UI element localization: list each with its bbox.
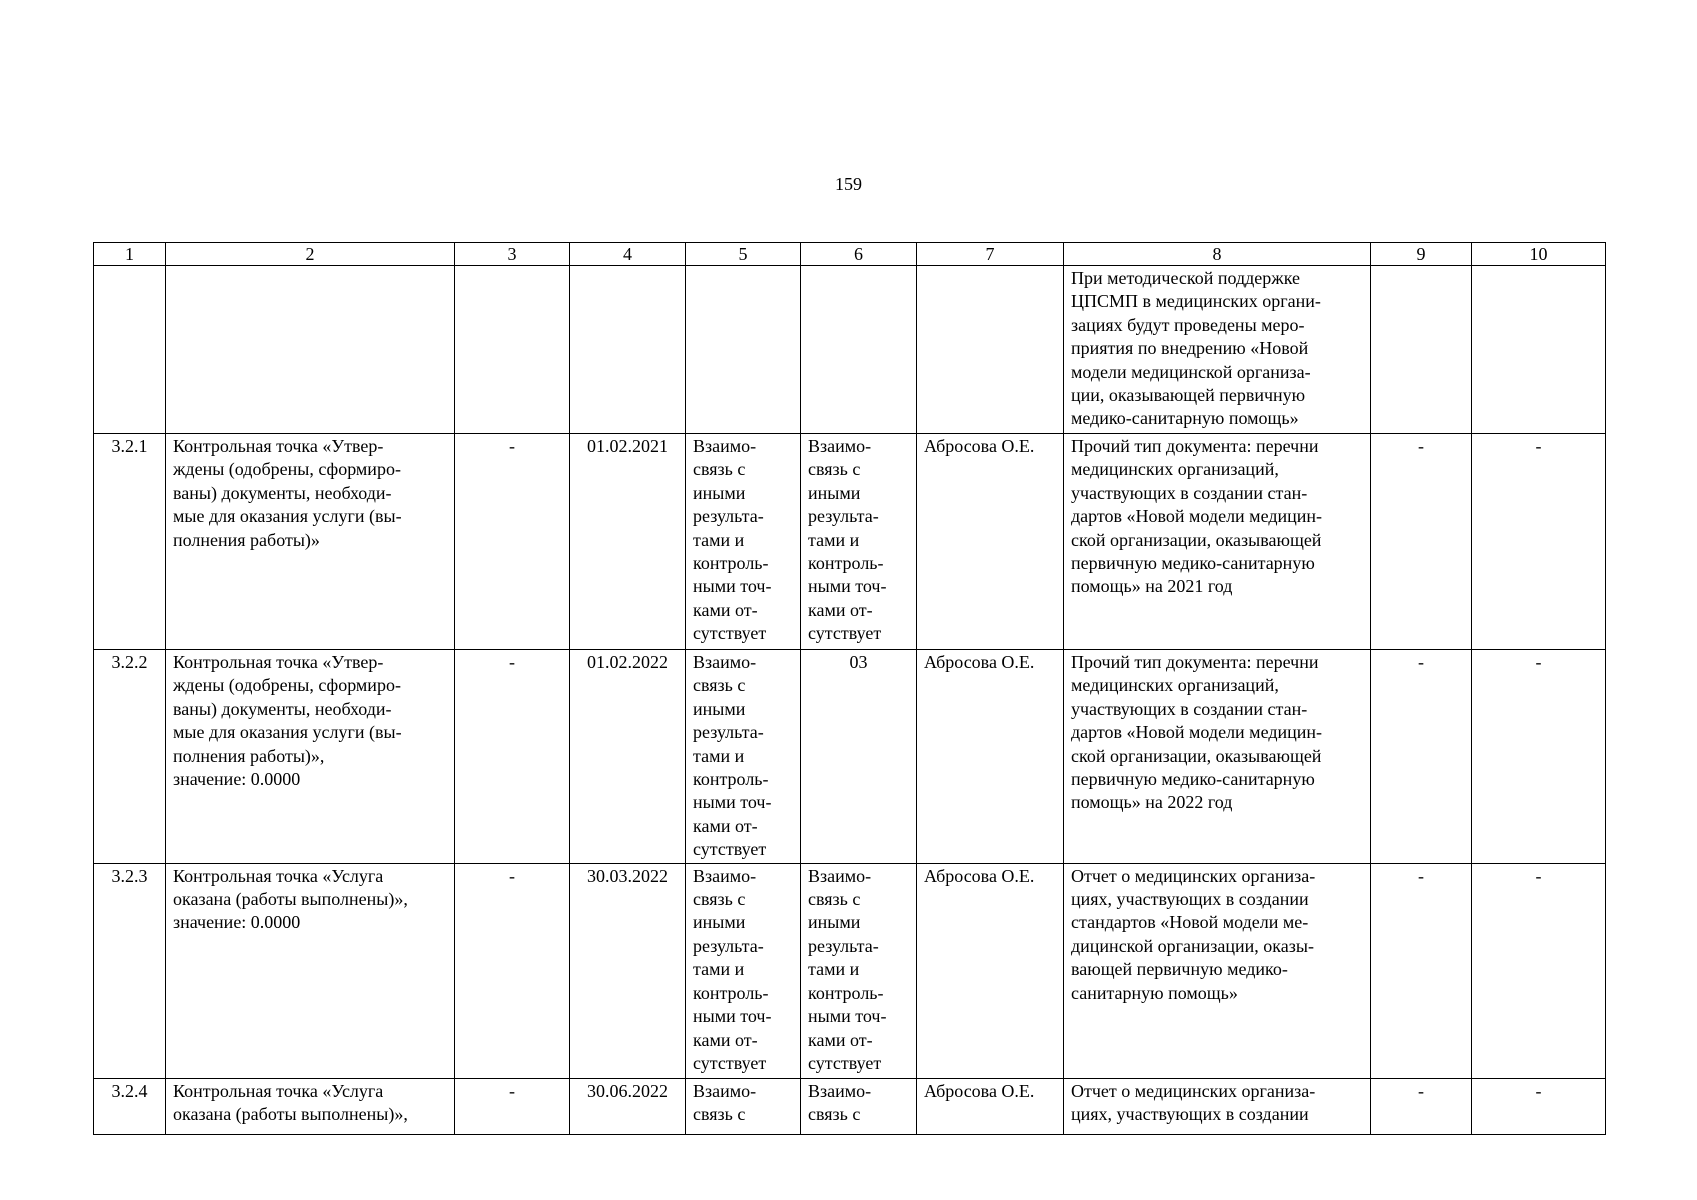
date-cell — [570, 266, 686, 434]
header-cell: 6 — [801, 243, 917, 266]
table-row — [94, 266, 1606, 434]
date-cell: 30.03.2022 — [570, 863, 686, 1078]
row-number-cell: 3.2.1 — [94, 434, 166, 650]
cell-col10: - — [1472, 863, 1606, 1078]
cell-col10: - — [1472, 650, 1606, 864]
header-cell: 10 — [1472, 243, 1606, 266]
cell-col3: - — [455, 650, 570, 864]
responsible-cell — [917, 266, 1064, 434]
cell-col3 — [455, 266, 570, 434]
header-cell: 2 — [166, 243, 455, 266]
cell-col9: - — [1371, 650, 1472, 864]
responsible-cell: Абросова О.Е. — [917, 863, 1064, 1078]
responsible-cell: Абросова О.Е. — [917, 434, 1064, 650]
responsible-cell: Абросова О.Е. — [917, 1078, 1064, 1134]
date-cell: 01.02.2021 — [570, 434, 686, 650]
row-number-cell: 3.2.4 — [94, 1078, 166, 1134]
header-cell: 9 — [1371, 243, 1472, 266]
checkpoint-name-cell: Контрольная точка «Услуга оказана (работы выполнены)», — [166, 1078, 455, 1134]
table-row — [94, 650, 1606, 864]
table-row — [94, 434, 1606, 650]
plan-table — [93, 242, 1606, 1135]
relation-cell: Взаимо- связь с иными результа- тами и контроль- ными точ- ками от- сутствует — [801, 863, 917, 1078]
header-cell: 1 — [94, 243, 166, 266]
table-header-row — [94, 243, 1606, 266]
header-cell: 7 — [917, 243, 1064, 266]
row-number-cell — [94, 266, 166, 434]
header-cell: 4 — [570, 243, 686, 266]
header-cell: 3 — [455, 243, 570, 266]
header-cell: 5 — [686, 243, 801, 266]
relation-cell: Взаимо- связь с иными результа- тами и контроль- ными точ- ками от- сутствует — [686, 434, 801, 650]
checkpoint-name-cell: Контрольная точка «Услуга оказана (работы выполнены)», значение: 0.0000 — [166, 863, 455, 1078]
cell-col9: - — [1371, 863, 1472, 1078]
responsible-cell: Абросова О.Е. — [917, 650, 1064, 864]
relation-cell: Взаимо- связь с иными результа- тами и контроль- ными точ- ками от- сутствует — [686, 863, 801, 1078]
cell-col10 — [1472, 266, 1606, 434]
header-cell: 8 — [1064, 243, 1371, 266]
relation-cell: Взаимо- связь с — [686, 1078, 801, 1134]
relation-cell: 03 — [801, 650, 917, 864]
relation-cell — [686, 266, 801, 434]
cell-col10: - — [1472, 434, 1606, 650]
cell-col9: - — [1371, 1078, 1472, 1134]
row-number-cell: 3.2.3 — [94, 863, 166, 1078]
checkpoint-name-cell: Контрольная точка «Утвер- ждены (одобрены, сформиро- ваны) документы, необходи- мые для оказания услуги (вы- полнения работы)», значение: 0.0000 — [166, 650, 455, 864]
checkpoint-name-cell: Контрольная точка «Утвер- ждены (одобрены, сформиро- ваны) документы, необходи- мые для оказания услуги (вы- полнения работы)» — [166, 434, 455, 650]
cell-col9 — [1371, 266, 1472, 434]
page-number: 159 — [835, 174, 862, 194]
cell-col3: - — [455, 1078, 570, 1134]
relation-cell: Взаимо- связь с иными результа- тами и контроль- ными точ- ками от- сутствует — [801, 434, 917, 650]
document-cell: При методической поддержке ЦПСМП в медицинских органи- зациях будут проведены меро- приятия по внедрению «Новой модели медицинской организа- ции, оказывающей первичную медико-санитарную помощь» — [1064, 266, 1371, 434]
checkpoint-name-cell — [166, 266, 455, 434]
relation-cell: Взаимо- связь с — [801, 1078, 917, 1134]
row-number-cell: 3.2.2 — [94, 650, 166, 864]
relation-cell — [801, 266, 917, 434]
relation-cell: Взаимо- связь с иными результа- тами и контроль- ными точ- ками от- сутствует — [686, 650, 801, 864]
cell-col3: - — [455, 863, 570, 1078]
date-cell: 30.06.2022 — [570, 1078, 686, 1134]
table-row — [94, 1078, 1606, 1134]
document-cell: Прочий тип документа: перечни медицинских организаций, участвующих в создании стан- дартов «Новой модели медицин- ской организации, оказывающей первичную медико-санитарную помощь» на 2022 год — [1064, 650, 1371, 864]
cell-col3: - — [455, 434, 570, 650]
cell-col9: - — [1371, 434, 1472, 650]
table-row — [94, 863, 1606, 1078]
document-cell: Прочий тип документа: перечни медицинских организаций, участвующих в создании стан- дартов «Новой модели медицин- ской организации, оказывающей первичную медико-санитарную помощь» на 2021 год — [1064, 434, 1371, 650]
document-cell: Отчет о медицинских организа- циях, участвующих в создании — [1064, 1078, 1371, 1134]
cell-col10: - — [1472, 1078, 1606, 1134]
document-cell: Отчет о медицинских организа- циях, участвующих в создании стандартов «Новой модели ме- дицинской организации, оказы- вающей первичную медико- санитарную помощь» — [1064, 863, 1371, 1078]
date-cell: 01.02.2022 — [570, 650, 686, 864]
